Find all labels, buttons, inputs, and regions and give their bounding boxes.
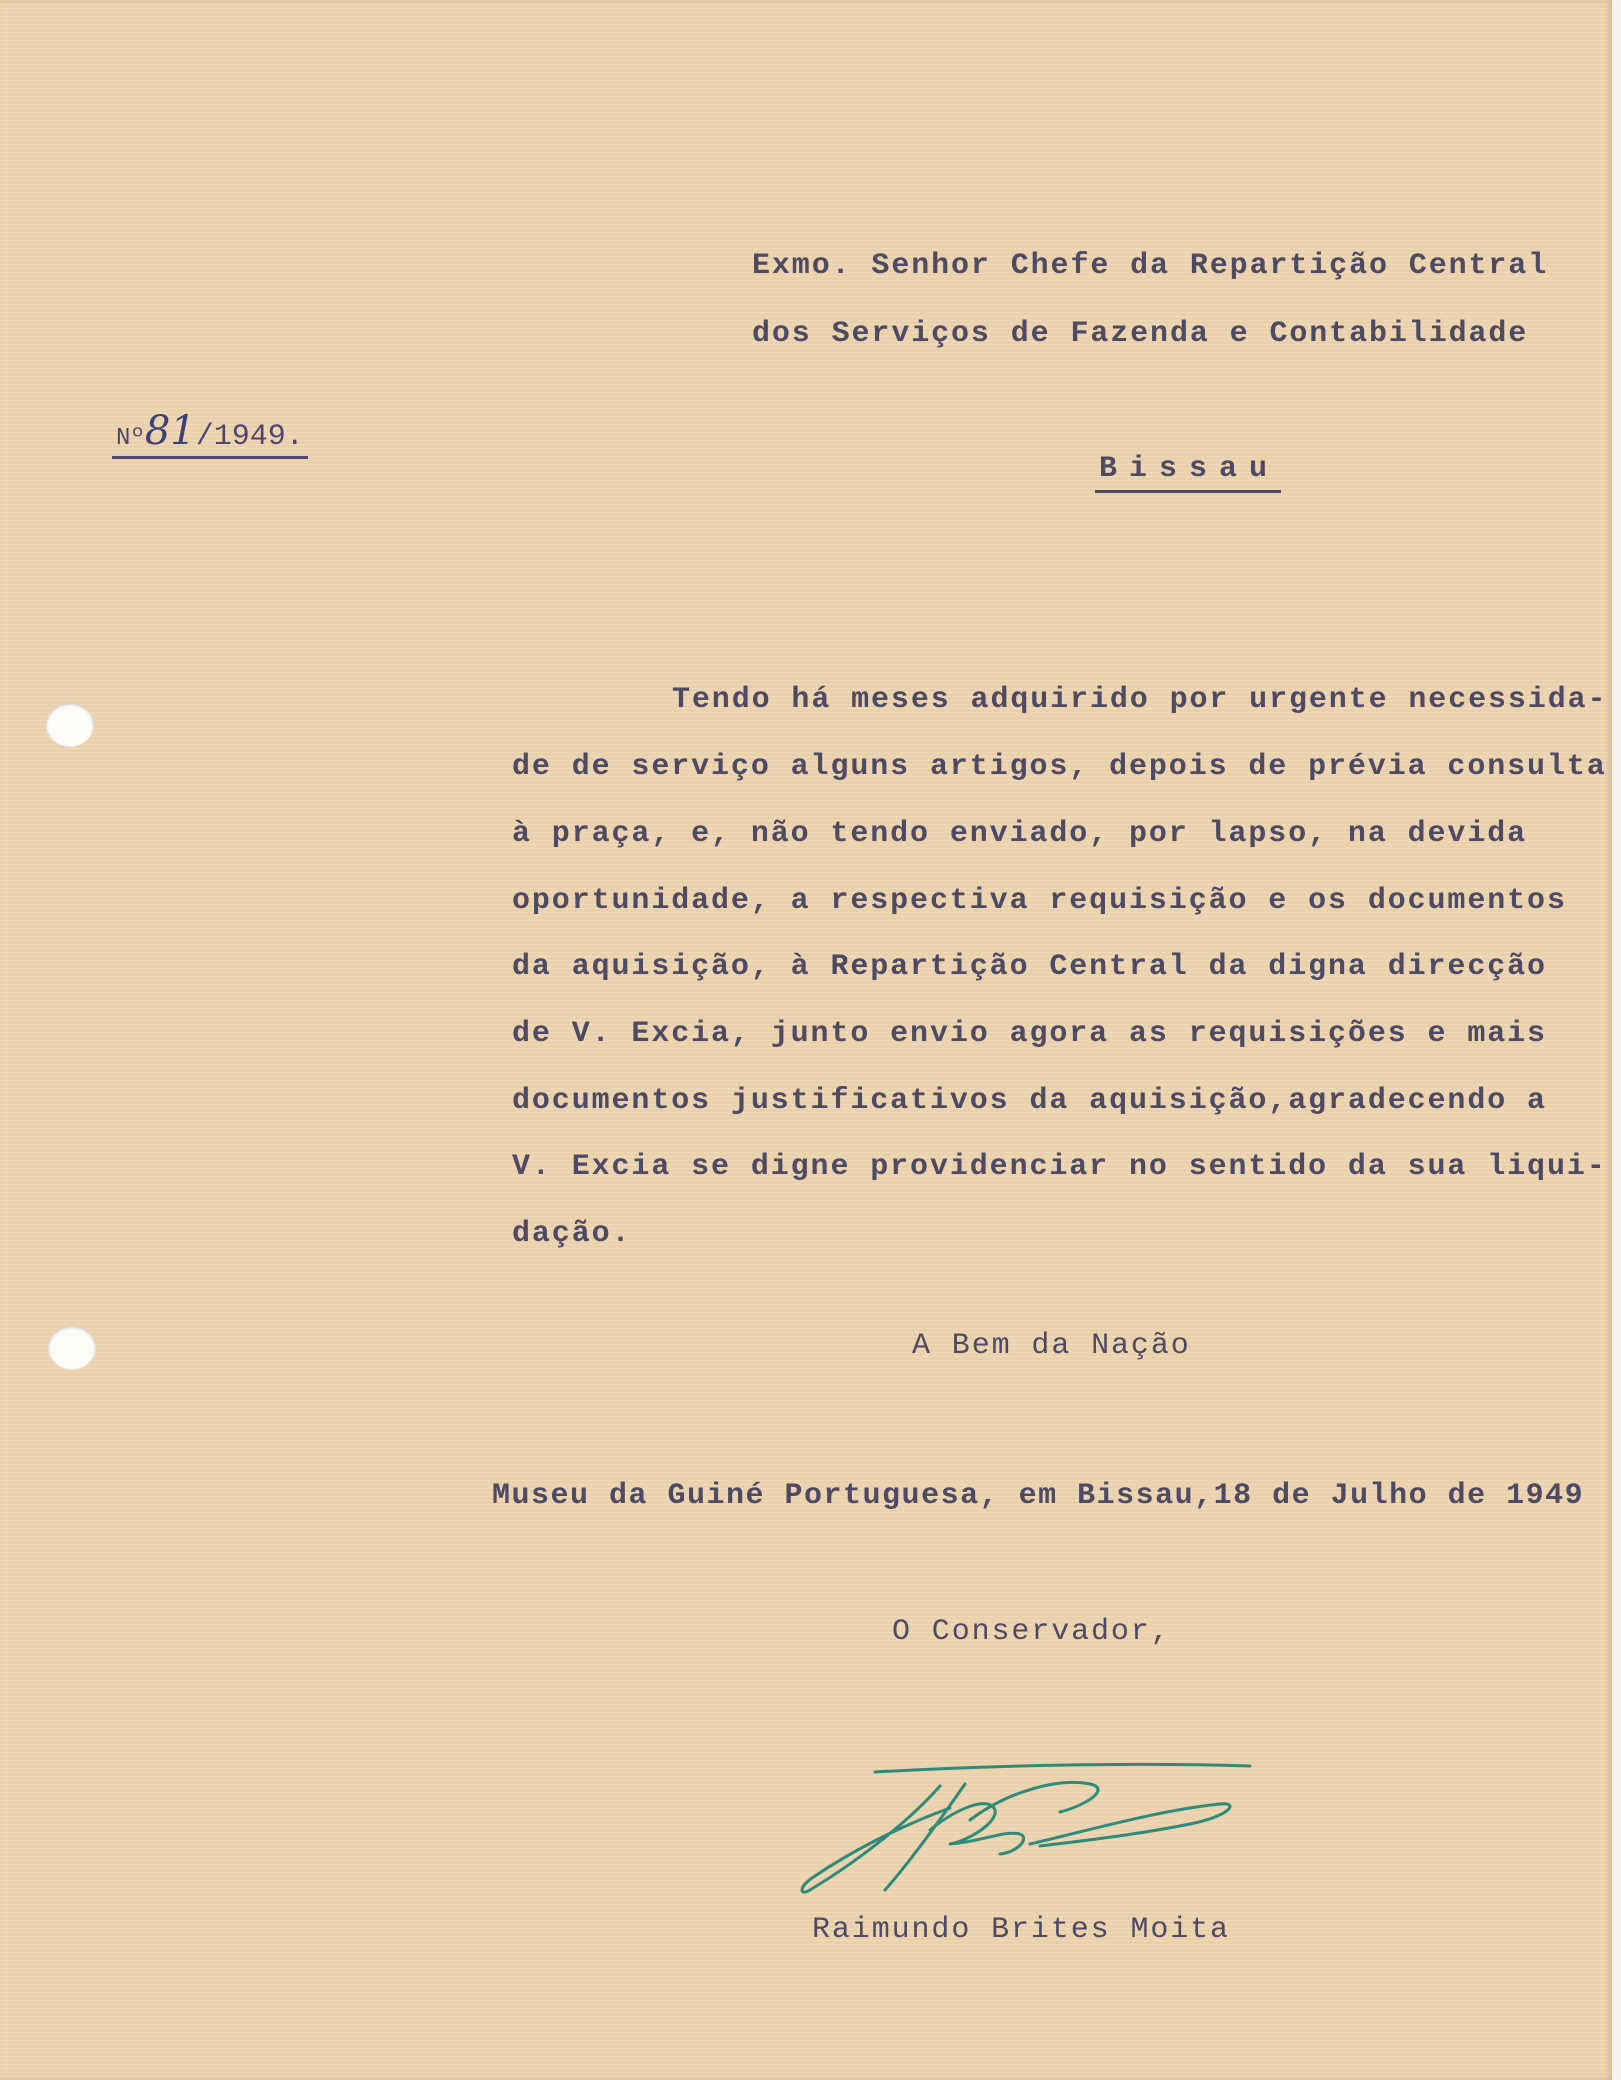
body-line: dação. <box>512 1217 632 1251</box>
signer-title: O Conservador, <box>892 1615 1171 1649</box>
body-line: oportunidade, a respectiva requisição e os documentos <box>512 884 1567 918</box>
signature-stroke <box>970 1783 1098 1821</box>
signature-stroke <box>875 1764 1250 1772</box>
place-and-date: Museu da Guiné Portuguesa, em Bissau,18 de Julho de 1949 <box>492 1479 1585 1513</box>
body-line: documentos justificativos da aquisição,agradecendo a <box>512 1084 1547 1118</box>
handwritten-signature <box>790 1760 1260 1900</box>
signature-stroke <box>1030 1804 1230 1846</box>
punch-hole-top <box>46 703 94 747</box>
reference-number <box>112 408 308 459</box>
body-line: da aquisição, à Repartição Central da digna direcção <box>512 950 1547 984</box>
reference-prefix: Nº <box>116 425 145 452</box>
body-line: à praça, e, não tendo enviado, por lapso, na devida <box>512 817 1528 851</box>
signer-name: Raimundo Brites Moita <box>812 1913 1230 1947</box>
reference-year: /1949. <box>195 420 304 454</box>
punch-hole-bottom <box>48 1326 96 1370</box>
body-line: de V. Excia, junto envio agora as requisições e mais <box>512 1017 1547 1051</box>
addressee-line-1: Exmo. Senhor Chefe da Repartição Central <box>752 249 1549 283</box>
salutation: A Bem da Nação <box>912 1329 1191 1363</box>
addressee-line-2: dos Serviços de Fazenda e Contabilidade <box>752 317 1529 351</box>
scan-edge <box>1612 0 1621 2080</box>
body-line: Tendo há meses adquirido por urgente necessida- <box>672 683 1608 717</box>
addressee-city: Bissau <box>1095 452 1281 493</box>
body-line: de de serviço alguns artigos, depois de prévia consulta <box>512 750 1607 784</box>
reference-handwritten-number: 81 <box>144 408 196 454</box>
body-line: V. Excia se digne providenciar no sentido da sua liqui- <box>512 1150 1607 1184</box>
signature-stroke <box>802 1786 950 1892</box>
